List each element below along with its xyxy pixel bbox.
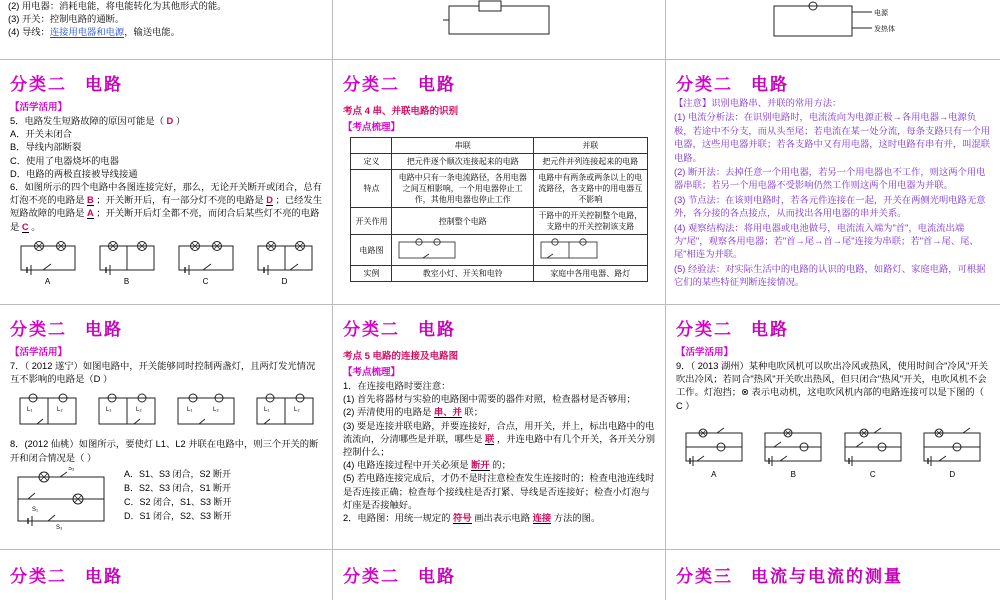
table-header-row bbox=[351, 138, 647, 154]
slide-4-category: 分类二 bbox=[10, 320, 67, 339]
row-label-definition: 定义 bbox=[351, 154, 392, 170]
slide-1-topic: 电路 bbox=[85, 75, 123, 94]
card-4-a-lamp1: L₁ bbox=[26, 407, 32, 414]
top-fragment-right bbox=[666, 0, 1000, 60]
slide-7-header bbox=[0, 550, 332, 589]
card-4-q8-label-s1: S₁ bbox=[32, 506, 39, 513]
card-4-q7 bbox=[10, 360, 324, 386]
slide-card-3 bbox=[666, 60, 1000, 305]
card-4-q8-row bbox=[8, 467, 324, 533]
card-4-q7-text: 7．（ 2012 遂宁）如图电路中，开关能够同时控制两盏灯，且两灯发光情况互不影响的电路是（D ） bbox=[10, 361, 316, 385]
parallel-circuit-diagram bbox=[537, 237, 601, 263]
card-6-circuit-d bbox=[919, 427, 985, 469]
slide-7-category: 分类二 bbox=[10, 567, 67, 586]
card-3-line-3: (3) 节点法：在该则电路时，若各元件连接在一起，开关在两侧光明电路无意外，各分接的各点接点，从而找出各用电器的串并关系。 bbox=[674, 194, 986, 219]
slide-6-header bbox=[666, 305, 1000, 342]
table-row bbox=[351, 170, 647, 208]
slide-2-topic: 电路 bbox=[418, 75, 456, 94]
top-left-blue-phrase: 连接用电器和电源 bbox=[49, 27, 125, 38]
card-1-label-d: D bbox=[281, 276, 288, 286]
card-3-line-2: (2) 断开法：去掉任意一个用电器，若另一个用电器也不工作，则这两个用电器串联；若另一个用电器不受影响仍然工作则这两个用电器为并联。 bbox=[674, 167, 986, 191]
card-6-circuit-c bbox=[840, 427, 906, 469]
card-4-q8-circuit bbox=[8, 467, 118, 533]
card-4-q8-label-s3: S₃ bbox=[56, 524, 63, 531]
card-6-q9: 9．（ 2013 湖州）某种电吹风机可以吹出冷风或热风，使用时间合"冷风"开关吹出冷风；若同合"热风"开关吹出热风，但只闭合"热风"开关，电吹风机不会工作。灯泡挡；⊗ 表示电动机，这电吹风机内部的电路连接可以是下图的（ C ） bbox=[676, 361, 988, 411]
th-series: 串联 bbox=[392, 138, 534, 154]
card-1-label-c: C bbox=[202, 276, 209, 286]
card-3-line-0: 【注意】识别电路串、并联的常用方法： bbox=[674, 98, 842, 108]
card-4-circuit-c bbox=[173, 390, 239, 434]
card-4-c-lamp2: L₂ bbox=[212, 407, 219, 414]
card-4-option-b: B．S2、S3 闭合，S1 断开 bbox=[124, 482, 232, 493]
slide-3-category: 分类二 bbox=[676, 75, 733, 94]
row-label-switch: 开关作用 bbox=[351, 208, 392, 235]
slide-2-category: 分类二 bbox=[343, 75, 400, 94]
cell-definition-series: 把元件逐个顺次连接起来的电路 bbox=[392, 154, 534, 170]
cell-features-parallel: 电路中有两条或两条以上的电流路径，各支路中的用电器互不影响 bbox=[534, 170, 647, 208]
card-3-line-1: (1) 电流分析法：在识别电路时，电流流向为电源正极→各用电器→电源负极，若途中不分支，而从头至尾；若电流在某一处分流，每条支路只有一个用电器，这些用电器并联；若各支路中又有用电器，这时电路有串有并，叫混联电路。 bbox=[674, 112, 991, 163]
slide-7-topic: 电路 bbox=[85, 567, 123, 586]
card-5-line-1: (1) 首先将器材与实验的电路图中需要的器件对照，检查器材是否够用； bbox=[343, 394, 636, 405]
card-1-q5-c: C．使用了电器烧坏的电器 bbox=[10, 155, 119, 166]
slide-3-header bbox=[666, 60, 1000, 97]
card-5-line-0: 1．在连接电路时要注意： bbox=[343, 381, 451, 391]
card-4-circuit-b bbox=[94, 390, 160, 434]
card-4-c-lamp1: L₁ bbox=[186, 407, 192, 414]
card-4-b-lamp2: L₂ bbox=[135, 407, 142, 414]
card-6-label-a: A bbox=[711, 469, 717, 479]
slide-6-category: 分类二 bbox=[676, 320, 733, 339]
table-row bbox=[351, 208, 647, 235]
card-2-tag: 【考点梳理】 bbox=[343, 122, 401, 133]
slide-9-header bbox=[666, 550, 1000, 589]
card-3-line-5: (5) 经验法：对实际生活中的电路的认识的电路，如路灯、家庭电路，可根据它们的某些特征判断连接情况。 bbox=[674, 263, 986, 288]
card-4-d-lamp1: L₁ bbox=[263, 407, 269, 414]
top-center-circuit-diagram bbox=[439, 0, 559, 42]
card-4-tag: 【活学活用】 bbox=[10, 347, 68, 358]
card-4-option-d: D．S1 闭合，S2、S3 断开 bbox=[124, 510, 232, 521]
top-left-line-2: (3) 开关：控制电路的通断。 bbox=[8, 14, 125, 25]
card-4-circuit-a bbox=[15, 390, 81, 434]
top-right-label-heater: 发热体 bbox=[874, 26, 895, 33]
card-5-line-3: (3) 要是连接并联电路，并要连接好，合点，用开关，并上，标出电路中的电流流向，分清哪些是并联，哪些是 联 ，并连电路中有几个开关，各开关分别控制什么； bbox=[343, 420, 655, 458]
slide-2-header bbox=[333, 60, 665, 97]
card-3-line-4: (4) 观察结构法：将用电器或电池做号，电流流入端为"首"，电流流出端为"尾"，观察各用电器；若"首→尾→首→尾"连接为串联；若"首→尾、尾、尾"相连为并联。 bbox=[674, 222, 979, 260]
cell-diagram-parallel bbox=[534, 235, 647, 266]
slide-5-header bbox=[333, 305, 665, 342]
card-4-option-c: C．S2 闭合，S1、S3 断开 bbox=[124, 496, 232, 507]
cell-switch-parallel: 干路中的开关控制整个电路，支路中的开关控制该支路 bbox=[534, 208, 647, 235]
cell-switch-series: 控制整个电路 bbox=[392, 208, 534, 235]
card-1-circuit-c bbox=[175, 240, 237, 276]
slide-card-9-partial bbox=[666, 550, 1000, 600]
th-parallel: 并联 bbox=[534, 138, 647, 154]
card-6-tag: 【活学活用】 bbox=[676, 347, 734, 358]
cell-features-series: 电路中只有一条电流路径，各用电器之间互相影响，一个用电器停止工作，其他用电器也停止工作 bbox=[392, 170, 534, 208]
card-1-q5-d: D．电路的两极直接被导线接通 bbox=[10, 168, 138, 179]
slide-card-7-partial bbox=[0, 550, 333, 600]
card-1-tag: 【活学活用】 bbox=[10, 102, 68, 113]
card-1-circuit-d bbox=[254, 240, 316, 276]
top-right-circuit-diagram bbox=[768, 0, 898, 46]
card-1-circuit-b bbox=[96, 240, 158, 276]
card-1-label-a: A bbox=[44, 276, 51, 286]
top-right-label-power: 电源 bbox=[874, 10, 888, 17]
slide-1-header bbox=[0, 60, 332, 97]
card-2-kaodian: 考点 4 串、并联电路的识别 bbox=[343, 106, 459, 117]
top-left-line-1: (2) 用电器：消耗电能，将电能转化为其他形式的能。 bbox=[8, 1, 227, 11]
card-5-body bbox=[343, 380, 657, 525]
row-label-features: 特点 bbox=[351, 170, 392, 208]
card-6-circuit-row bbox=[674, 427, 992, 479]
card-1-label-b: B bbox=[123, 276, 130, 286]
slide-card-6 bbox=[666, 305, 1000, 550]
row-label-example: 实例 bbox=[351, 266, 392, 282]
table-row bbox=[351, 154, 647, 170]
top-fragment-center bbox=[333, 0, 666, 60]
cell-example-parallel: 家庭中各用电器、路灯 bbox=[534, 266, 647, 282]
slide-4-topic: 电路 bbox=[85, 320, 123, 339]
card-6-label-c: C bbox=[869, 469, 876, 479]
card-1-body bbox=[10, 115, 324, 234]
slide-card-5 bbox=[333, 305, 666, 550]
table-row bbox=[351, 266, 647, 282]
slide-card-8-partial bbox=[333, 550, 666, 600]
table-row bbox=[351, 235, 647, 266]
card-4-q8-label-s2: S₂ bbox=[68, 466, 75, 472]
card-1-q6: 6．如图所示的四个电路中各图连接完好，那么，无论开关断开或闭合，总有灯泡不亮的电路是 B ；开关断开后，有一部分灯不亮的电路是 D ；已经发生短路故障的电路是 A ；开关断开后灯全都不亮，而闭合后某些灯不亮的电路是 C 。 bbox=[10, 182, 322, 232]
card-1-q5: 5．电路发生短路故障的原因可能是（ D ） bbox=[10, 116, 186, 126]
card-5-line-6: 2．电路图：用统一规定的 符号 画出表示电路 连接 方法的图。 bbox=[343, 513, 601, 524]
card-6-label-b: B bbox=[790, 469, 796, 479]
card-5-line-4: (4) 电路连接过程中开关必须是 断开 的； bbox=[343, 460, 511, 471]
slide-5-topic: 电路 bbox=[418, 320, 456, 339]
slide-card-4 bbox=[0, 305, 333, 550]
card-4-options bbox=[124, 467, 232, 523]
slide-card-2 bbox=[333, 60, 666, 305]
slide-card-1 bbox=[0, 60, 333, 305]
slide-9-category: 分类三 bbox=[676, 567, 733, 586]
cell-example-series: 教室小灯、开关和电铃 bbox=[392, 266, 534, 282]
card-4-circuit-row bbox=[8, 390, 324, 434]
card-5-line-5: (5) 若电路连接完成后，才仍不是时注意检查发生连接时的；检查电池连线时是否连接正确；检查每个接线柱是否打紧、导线是否连接好；检查小灯泡与灯座是否接触好。 bbox=[343, 473, 655, 510]
card-6-body bbox=[676, 360, 992, 413]
card-5-kaodian: 考点 5 电路的连接及电路图 bbox=[343, 351, 459, 362]
card-4-d-lamp2: L₂ bbox=[293, 407, 300, 414]
card-4-a-lamp2: L₂ bbox=[56, 407, 63, 414]
slide-6-topic: 电路 bbox=[751, 320, 789, 339]
slide-4-header bbox=[0, 305, 332, 342]
card-1-q5-a: A．开关未闭合 bbox=[10, 129, 72, 140]
card-6-circuit-a bbox=[681, 427, 747, 469]
top-left-line-3: (4) 导线：连接用电器和电源，输送电能。 bbox=[8, 27, 181, 38]
card-1-circuit-row bbox=[8, 240, 324, 286]
card-5-tag: 【考点梳理】 bbox=[343, 367, 401, 378]
card-4-circuit-d bbox=[252, 390, 318, 434]
slide-1-category: 分类二 bbox=[10, 75, 67, 94]
series-parallel-comparison-table bbox=[350, 137, 647, 282]
card-4-option-a: A．S1、S3 闭合，S2 断开 bbox=[124, 468, 232, 479]
slide-5-category: 分类二 bbox=[343, 320, 400, 339]
card-4-q8 bbox=[10, 438, 324, 464]
card-3-body bbox=[674, 97, 992, 290]
slide-3-topic: 电路 bbox=[751, 75, 789, 94]
card-1-q5-b: B．导线内部断裂 bbox=[10, 142, 82, 153]
slide-8-topic: 电路 bbox=[418, 567, 456, 586]
row-label-diagram: 电路图 bbox=[351, 235, 392, 266]
card-4-q8-text: 8．(2012 仙桃）如图所示，要使灯 L1、L2 并联在电路中，则三个开关的断开和闭合情况是（ ） bbox=[10, 439, 319, 463]
card-6-circuit-b bbox=[760, 427, 826, 469]
card-4-b-lamp1: L₁ bbox=[105, 407, 111, 414]
slide-9-topic: 电流与电流的测量 bbox=[751, 567, 903, 586]
slide-8-header bbox=[333, 550, 665, 589]
card-1-circuit-a bbox=[17, 240, 79, 276]
card-6-label-d: D bbox=[949, 469, 956, 479]
cell-definition-parallel: 把元件并列连接起来的电路 bbox=[534, 154, 647, 170]
cell-diagram-series bbox=[392, 235, 534, 266]
th-blank bbox=[351, 138, 392, 154]
top-fragment-left bbox=[0, 0, 333, 60]
slide-8-category: 分类二 bbox=[343, 567, 400, 586]
card-5-line-2: (2) 弄清使用的电路是 串、并 联； bbox=[343, 407, 483, 418]
series-circuit-diagram bbox=[395, 237, 459, 263]
